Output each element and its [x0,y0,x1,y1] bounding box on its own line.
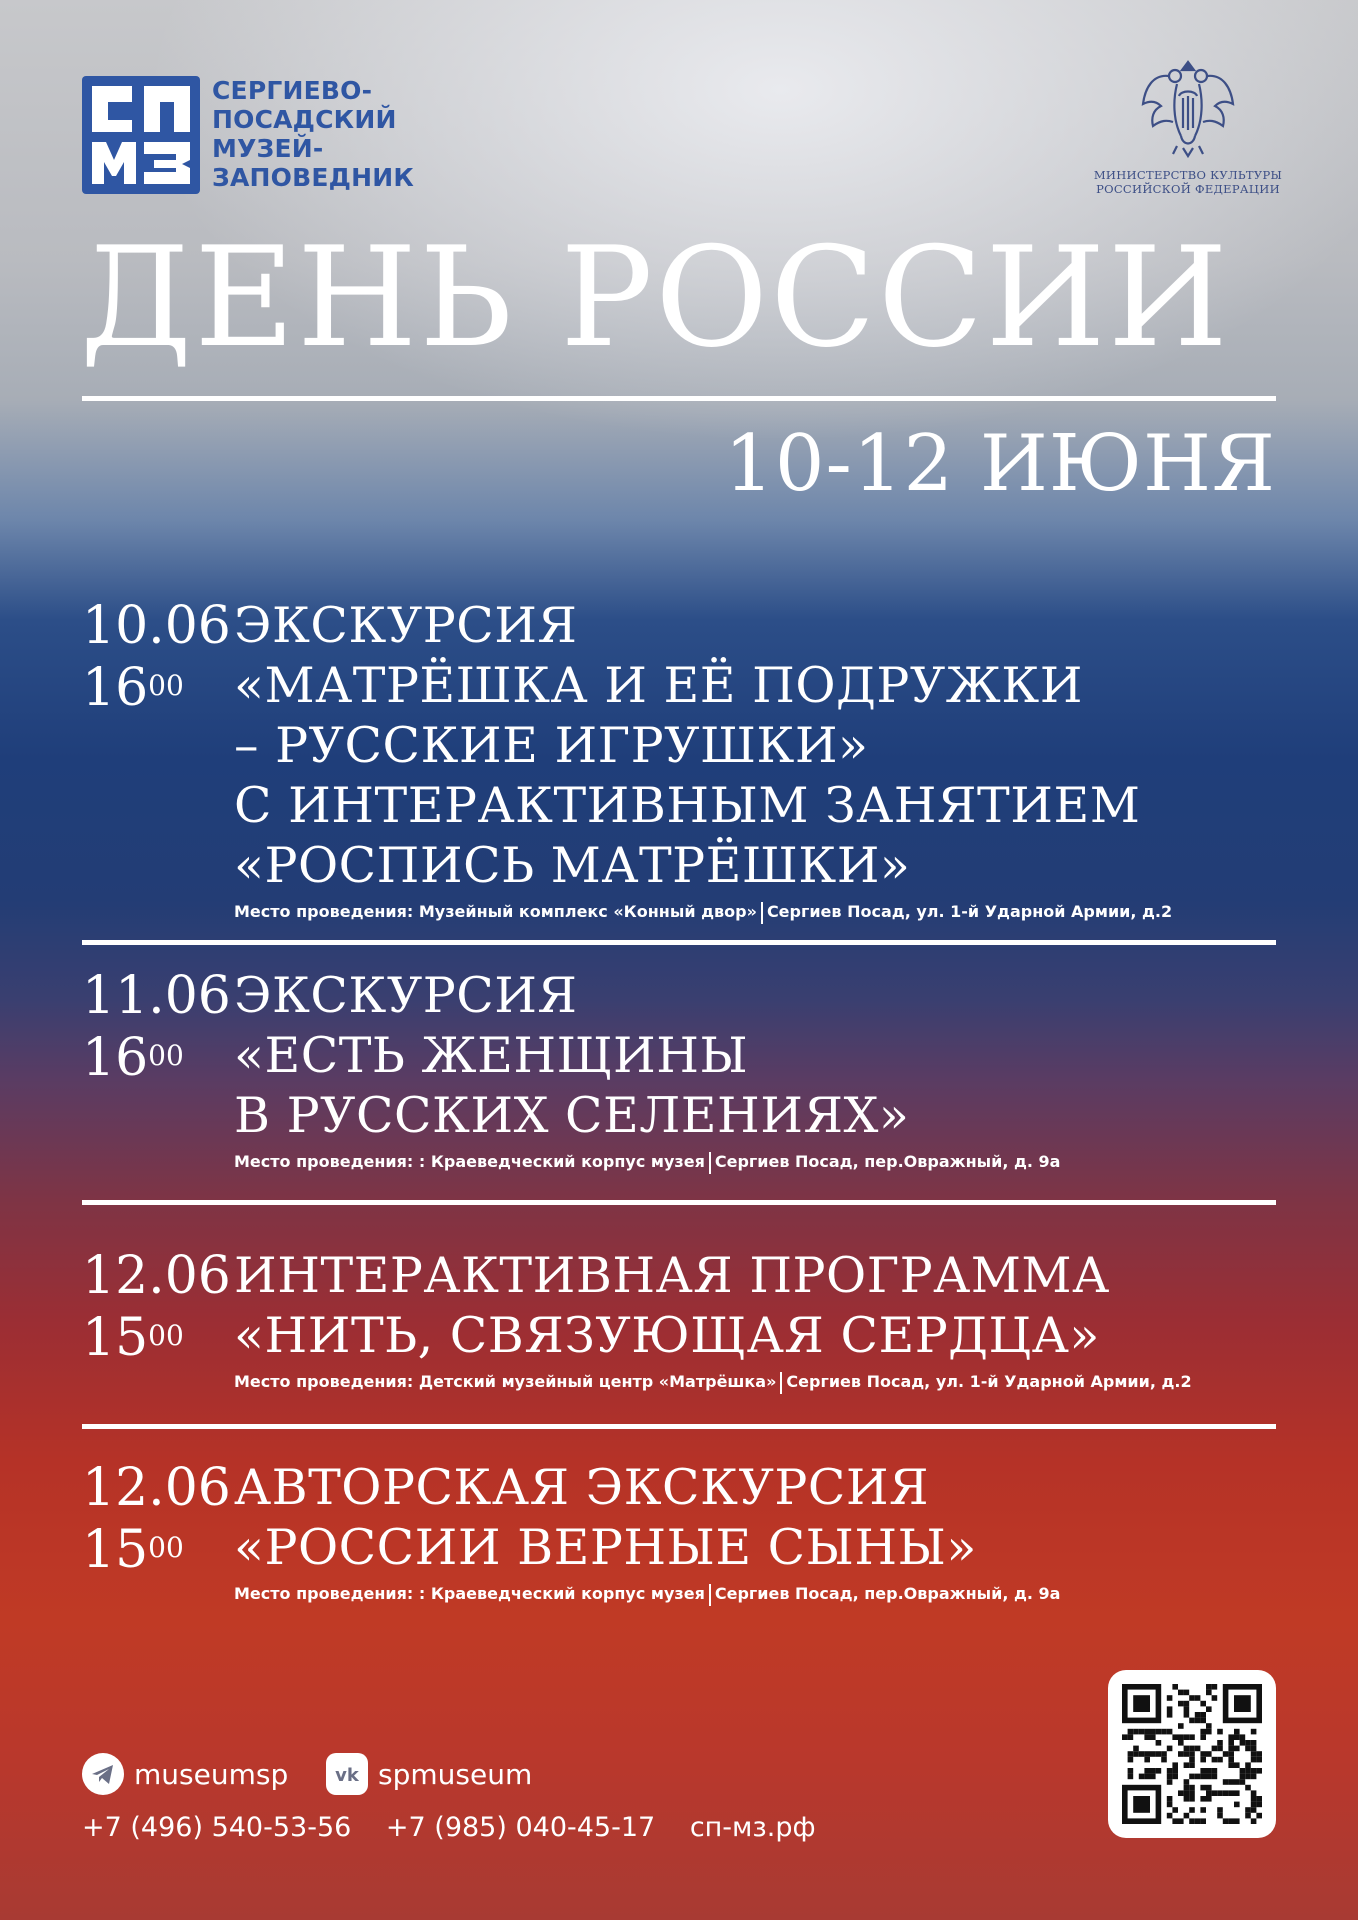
event-date: 10.06 [82,596,231,656]
event-time-minutes: 00 [148,1531,184,1564]
telegram-link[interactable] [82,1750,288,1798]
event-title-line: С ИНТЕРАКТИВНЫМ ЗАНЯТИЕМ [234,777,1141,834]
event-title-line: «НИТЬ, СВЯЗУЮЩАЯ СЕРДЦА» [234,1307,1100,1364]
event-time [82,658,184,718]
venue-separator [761,902,763,924]
svg-text:vk: vk [335,1765,359,1786]
event-title-line: «МАТРЁШКА И ЕЁ ПОДРУЖКИ [234,657,1083,714]
qr-code[interactable] [1108,1670,1276,1838]
venue-address: Сергиев Посад, ул. 1-й Ударной Армии, д.2 [766,902,1173,921]
event-time-minutes: 00 [148,1039,184,1072]
event-divider [82,1200,1276,1205]
phone-2[interactable]: +7 (985) 040-45-17 [385,1812,656,1843]
vk-icon [326,1753,368,1795]
event-type: АВТОРСКАЯ ЭКСКУРСИЯ [234,1459,930,1516]
venue-place: Место проведения: Музейный комплекс «Конный двор» [234,902,757,921]
event-title-line: «ЕСТЬ ЖЕНЩИНЫ [234,1027,749,1084]
ministry-name [1088,168,1288,196]
venue-separator [709,1584,711,1606]
phone-1[interactable]: +7 (496) 540-53-56 [82,1812,352,1843]
event-time-hour: 16 [82,658,149,718]
event-title-line: В РУССКИХ СЕЛЕНИЯХ» [234,1087,910,1144]
event-description [234,1246,1274,1394]
event-date: 12.06 [82,1246,231,1306]
museum-name-line: СЕРГИЕВО- [212,76,373,105]
event-divider [82,1424,1276,1429]
event-description [234,966,1274,1174]
eagle-emblem-icon [1133,50,1243,160]
event-time-hour: 15 [82,1308,149,1368]
museum-name-line: ПОСАДСКИЙ [212,105,397,134]
event-date: 11.06 [82,966,231,1026]
event-time [82,1028,184,1088]
venue-separator [780,1372,782,1394]
event-title-line: – РУССКИЕ ИГРУШКИ» [234,717,869,774]
venue-separator [709,1152,711,1174]
venue-address: Сергиев Посад, ул. 1-й Ударной Армии, д.2 [786,1372,1192,1391]
vk-handle: spmuseum [378,1757,533,1791]
event-description [234,596,1274,924]
event-time-hour: 16 [82,1028,149,1088]
venue-place: Место проведения: : Краеведческий корпус музея [234,1584,705,1603]
telegram-handle: museumsp [134,1757,289,1791]
qr-code-icon [1108,1670,1276,1838]
event-type: ЭКСКУРСИЯ [234,597,578,654]
ministry-logo [1088,50,1288,196]
event-time-minutes: 00 [148,669,184,702]
vk-link[interactable] [326,1750,532,1798]
venue-address: Сергиев Посад, пер.Овражный, д. 9а [714,1152,1061,1171]
event-title-line: «РОСПИСЬ МАТРЁШКИ» [234,837,911,894]
ministry-name-line: МИНИСТЕРСТВО КУЛЬТУРЫ [1093,168,1283,182]
event-divider [82,940,1276,945]
title-divider [82,396,1276,401]
poster-title: ДЕНЬ РОССИИ [80,217,1230,378]
event-type: ИНТЕРАКТИВНАЯ ПРОГРАММА [234,1247,1110,1304]
event-time [82,1520,184,1580]
museum-logo-icon [82,76,200,194]
event-date: 12.06 [82,1458,231,1518]
event-venue [234,1370,1274,1394]
website-link[interactable]: сп-мз.рф [689,1812,816,1843]
contact-info [82,1808,842,1848]
event-description [234,1458,1274,1606]
venue-place: Место проведения: Детский музейный центр «Матрёшка» [234,1372,777,1391]
venue-address: Сергиев Посад, пер.Овражный, д. 9а [714,1584,1061,1603]
event-venue [234,1582,1274,1606]
museum-name-line: ЗАПОВЕДНИК [212,163,414,192]
event-venue [234,1150,1274,1174]
event-title-line: «РОССИИ ВЕРНЫЕ СЫНЫ» [234,1519,977,1576]
event-dates: 10-12 ИЮНЯ [724,419,1276,509]
event-time-minutes: 00 [148,1319,184,1352]
ministry-name-line: РОССИЙСКОЙ ФЕДЕРАЦИИ [1096,182,1280,196]
event-venue [234,900,1274,924]
telegram-icon [82,1753,124,1795]
event-time-hour: 15 [82,1520,149,1580]
museum-name [212,76,472,192]
venue-place: Место проведения: : Краеведческий корпус музея [234,1152,705,1171]
museum-name-line: МУЗЕЙ- [212,134,324,163]
event-type: ЭКСКУРСИЯ [234,967,578,1024]
event-time [82,1308,184,1368]
